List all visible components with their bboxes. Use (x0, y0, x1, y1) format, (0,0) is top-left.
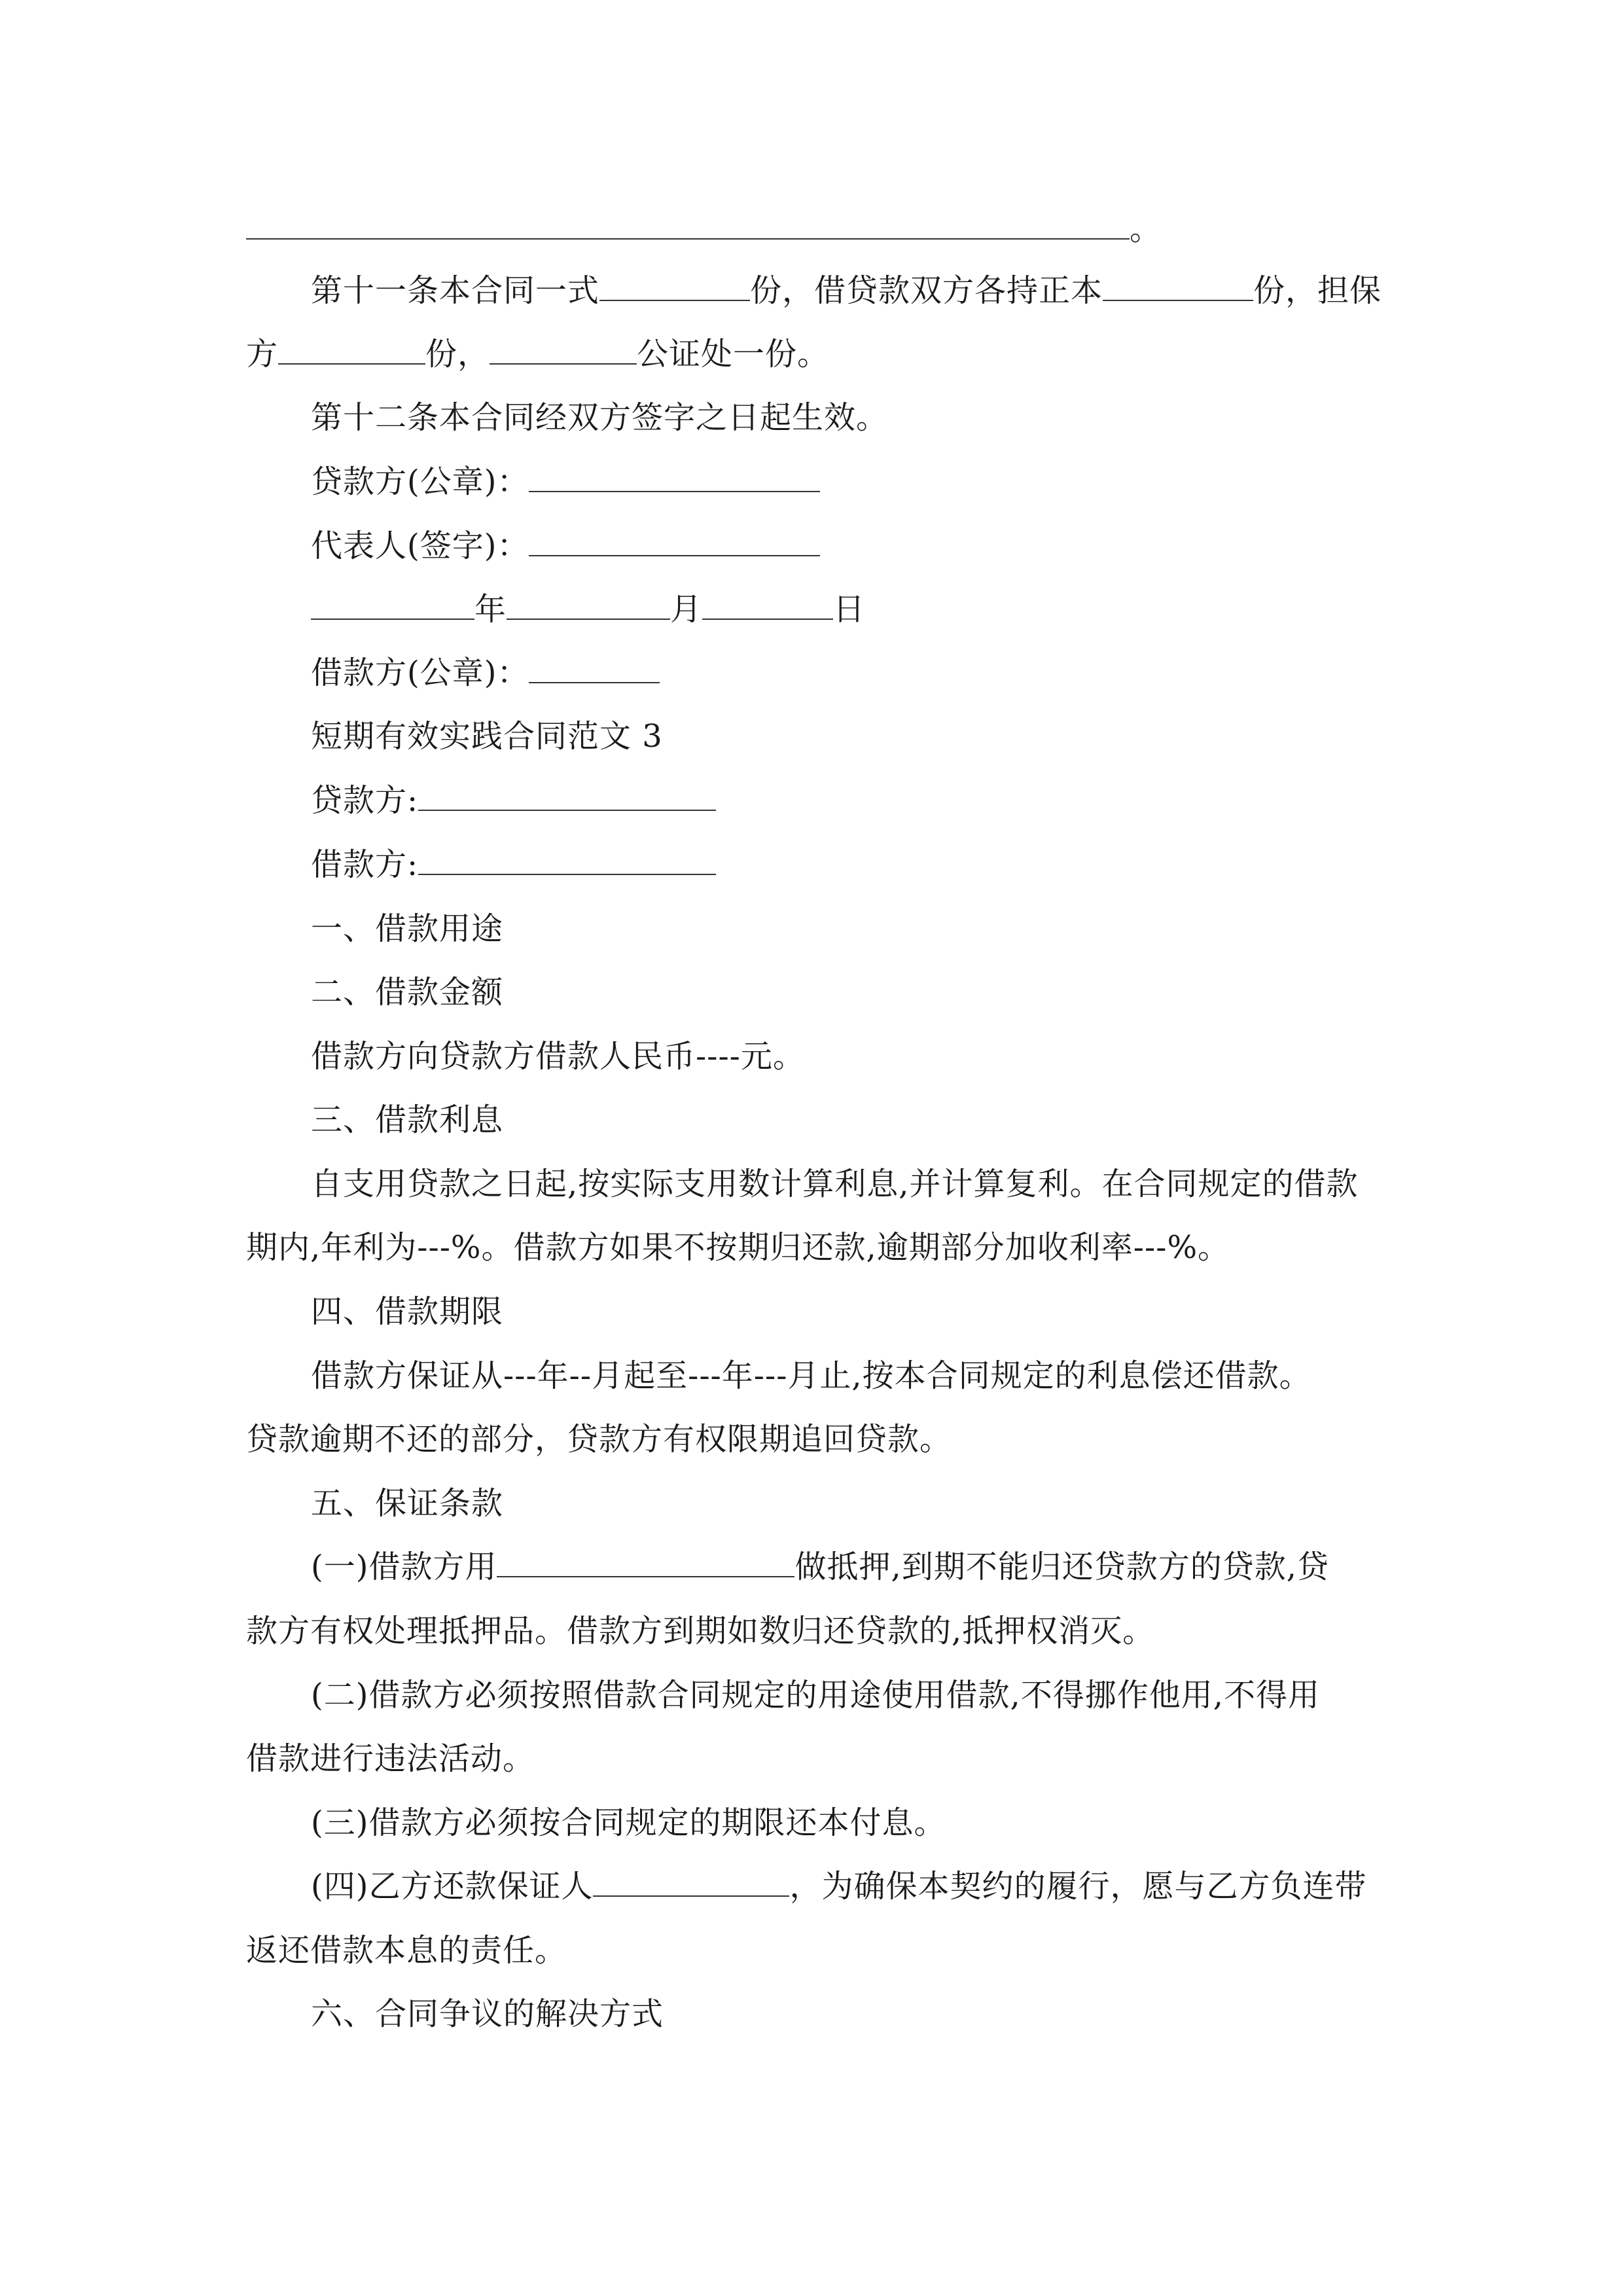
text: ，为确保本契约的履行，愿与乙方负连带 (789, 1868, 1367, 1905)
blank-field (593, 1869, 789, 1897)
lender-seal-line (311, 462, 820, 501)
guarantee-1-line-2: 款方有权处理抵押品。借款方到期如数归还贷款的,抵押权消灭。 (246, 1613, 1155, 1649)
blank-field (702, 592, 833, 620)
lender-line (311, 781, 716, 820)
text: 年 (474, 591, 507, 628)
guarantee-1-line-1 (311, 1547, 1329, 1587)
text: 贷款方: (311, 782, 419, 819)
text: 份， (425, 336, 490, 372)
blank-field (418, 783, 716, 811)
heading-dispute: 六、合同争议的解决方式 (311, 1996, 664, 2032)
heading-term: 四、借款期限 (311, 1293, 504, 1330)
heading-guarantee: 五、保证条款 (311, 1485, 504, 1522)
date-line (311, 590, 865, 629)
blank-field (497, 1550, 794, 1577)
amount-text: 借款方向贷款方借款人民币----元。 (311, 1038, 805, 1075)
section-title: 短期有效实践合同范文 3 (311, 718, 663, 755)
text: 份，担保 (1253, 272, 1382, 309)
text: 贷款方(公章)： (311, 463, 529, 500)
blank-field (599, 274, 750, 301)
text: 方 (246, 336, 279, 372)
guarantee-3: (三)借款方必须按合同规定的期限还本付息。 (311, 1804, 946, 1841)
heading-interest: 三、借款利息 (311, 1102, 504, 1138)
blank-field (246, 212, 1130, 240)
text: 借款方: (311, 846, 419, 883)
text: 代表人(签字)： (311, 528, 529, 564)
text: 做抵押,到期不能归还贷款方的贷款,贷 (794, 1549, 1329, 1585)
rep-sign-line (311, 526, 820, 565)
blank-field (529, 529, 820, 556)
borrower-line (311, 845, 716, 884)
interest-text-1: 自支用贷款之日起,按实际支用数计算利息,并计算复利。在合同规定的借款 (311, 1166, 1359, 1202)
term-text-1: 借款方保证从---年--月起至---年---月止,按本合同规定的利息偿还借款。 (311, 1357, 1311, 1394)
text: 第十一条本合同一式 (311, 272, 600, 309)
text: 月 (670, 591, 703, 628)
borrower-seal-line (311, 653, 660, 692)
text: 份，借贷款双方各持正本 (750, 272, 1103, 309)
blank-field (1103, 274, 1253, 301)
text: (四)乙方还款保证人 (311, 1868, 594, 1905)
guarantee-2-line-2: 借款进行违法活动。 (246, 1740, 535, 1777)
article-11-line-2 (246, 334, 829, 374)
text: 日 (833, 591, 866, 628)
article-12: 第十二条本合同经双方签字之日起生效。 (311, 399, 889, 436)
guarantee-2-line-1: (二)借款方必须按照借款合同规定的用途使用借款,不得挪作他用,不得用 (311, 1677, 1320, 1713)
interest-text-2: 期内,年利为---%。借款方如果不按期归还款,逾期部分加收利率---%。 (246, 1229, 1230, 1266)
blank-field (507, 592, 670, 620)
text: (一)借款方用 (311, 1549, 497, 1585)
heading-purpose: 一、借款用途 (311, 910, 504, 947)
blank-field (418, 848, 716, 875)
period-text: 。 (1130, 211, 1162, 247)
blank-field (490, 337, 637, 365)
blank-field (529, 465, 820, 492)
term-text-2: 贷款逾期不还的部分，贷款方有权限期追回贷款。 (246, 1421, 952, 1458)
guarantee-4-line-1 (311, 1867, 1366, 1906)
blank-field (529, 656, 660, 683)
guarantee-4-line-2: 返还借款本息的责任。 (246, 1932, 567, 1969)
blank-field (278, 337, 425, 365)
article-11-line-1 (311, 271, 1382, 310)
blank-field (311, 592, 474, 620)
text: 借款方(公章)： (311, 655, 529, 691)
top-blank-line (246, 209, 1162, 249)
heading-amount: 二、借款金额 (311, 974, 504, 1011)
text: 公证处一份。 (637, 336, 830, 372)
